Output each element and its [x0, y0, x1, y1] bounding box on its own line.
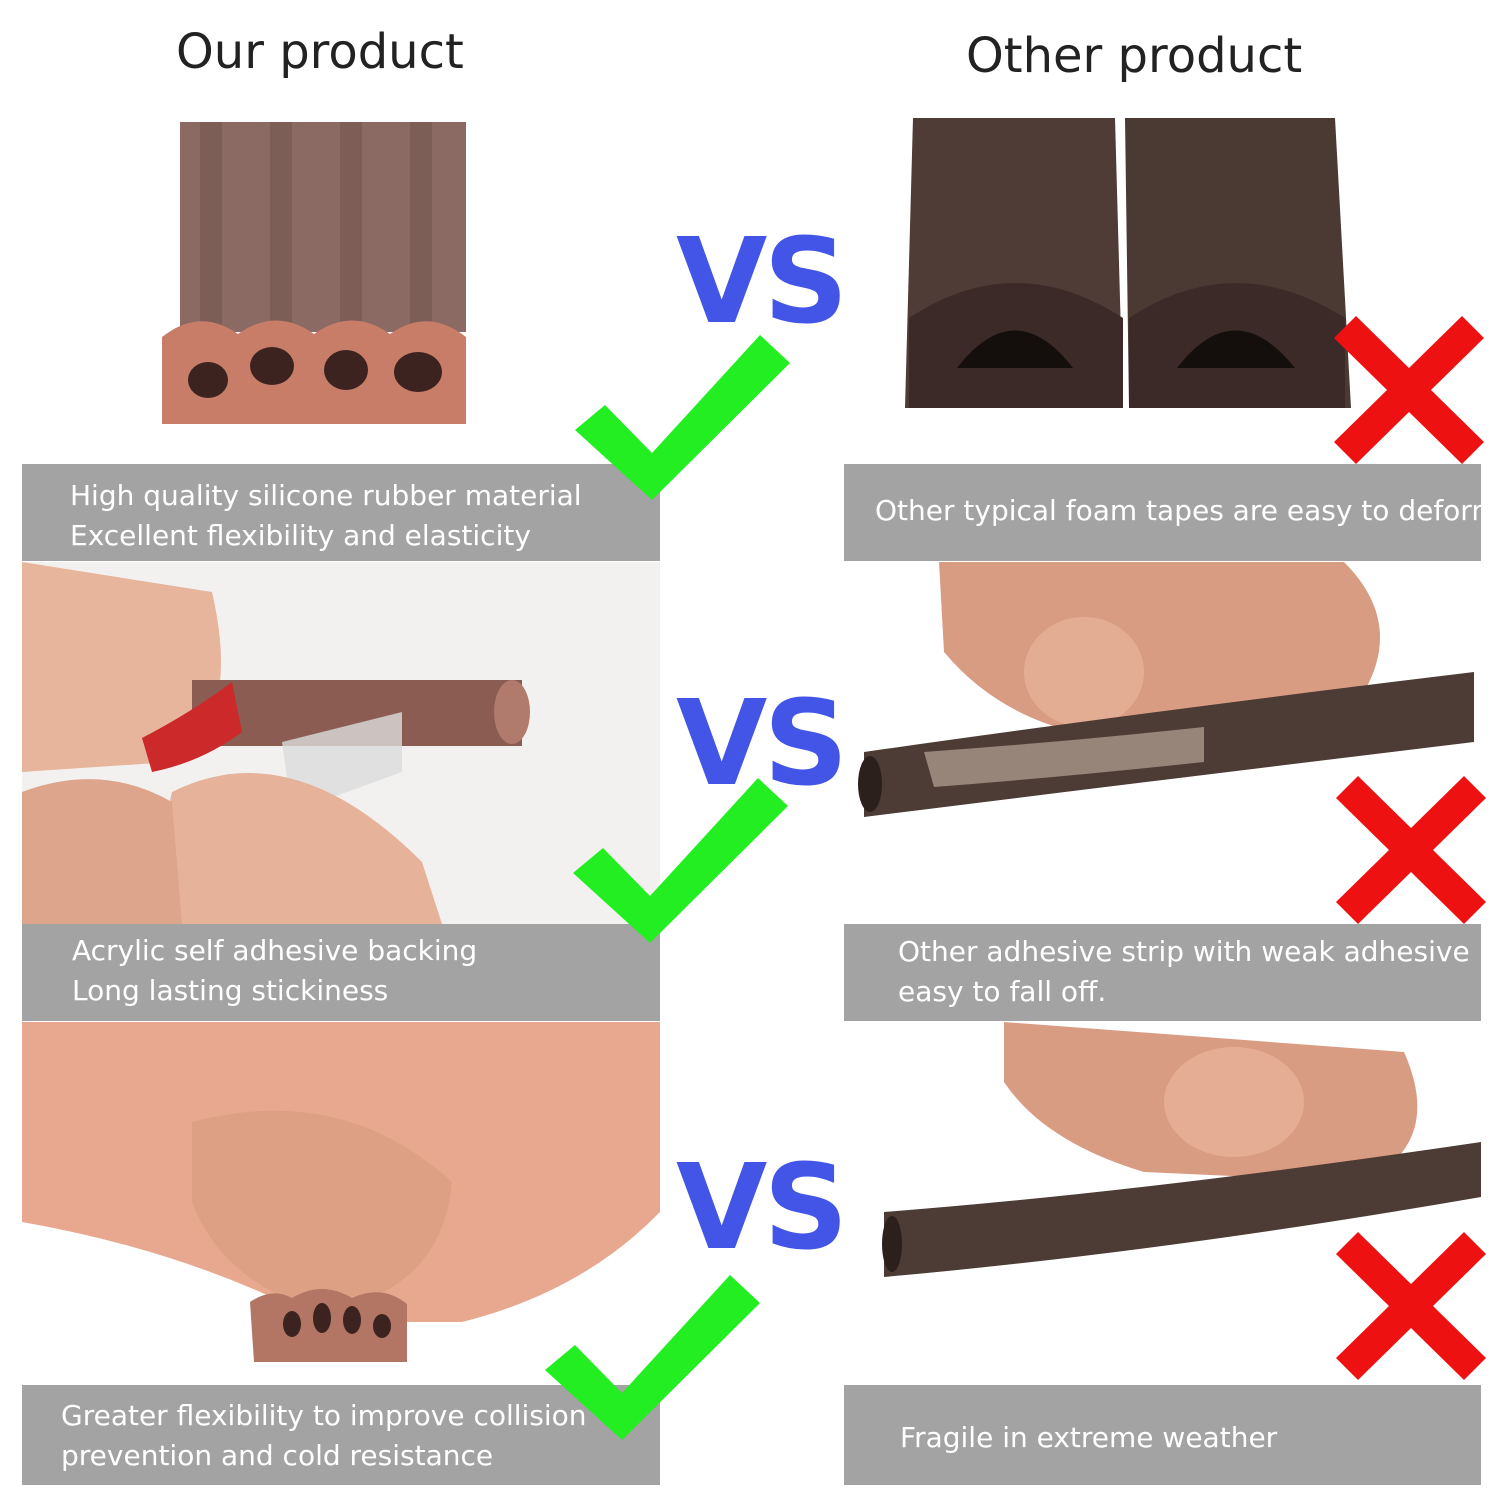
- foam-tape-photo: [905, 118, 1351, 418]
- caption-line: Fragile in extreme weather: [900, 1421, 1278, 1454]
- caption-line: easy to fall off.: [898, 975, 1107, 1008]
- our-product-heading: Our product: [176, 24, 464, 80]
- caption-line: Other typical foam tapes are easy to deform: [875, 494, 1499, 527]
- other-caption-1: [844, 464, 1499, 561]
- caption-line: Long lasting stickiness: [72, 974, 389, 1007]
- caption-line: Greater flexibility to improve collision: [61, 1399, 587, 1432]
- adhesive-backing-photo: [22, 562, 660, 924]
- cross-icon: [1336, 776, 1486, 924]
- other-caption-3: [844, 1385, 1481, 1485]
- check-icon: [573, 778, 793, 948]
- check-icon: [545, 1275, 765, 1445]
- vs-label-1: VS: [676, 212, 845, 350]
- other-product-heading: Other product: [966, 28, 1303, 84]
- cross-icon: [1334, 316, 1484, 464]
- check-icon: [575, 335, 795, 505]
- other-caption-2: [844, 924, 1481, 1021]
- cross-icon: [1336, 1232, 1486, 1380]
- silicone-strip-photo: [160, 122, 468, 424]
- vs-label-3: VS: [676, 1138, 845, 1276]
- caption-line: High quality silicone rubber material: [70, 479, 582, 512]
- caption-line: prevention and cold resistance: [61, 1439, 494, 1472]
- caption-line: Acrylic self adhesive backing: [72, 934, 478, 967]
- vs-label-2: VS: [676, 674, 845, 812]
- caption-line: Excellent flexibility and elasticity: [70, 519, 531, 552]
- our-caption-2: [22, 924, 660, 1021]
- our-caption-1: [22, 464, 660, 561]
- caption-line: Other adhesive strip with weak adhesive: [898, 935, 1470, 968]
